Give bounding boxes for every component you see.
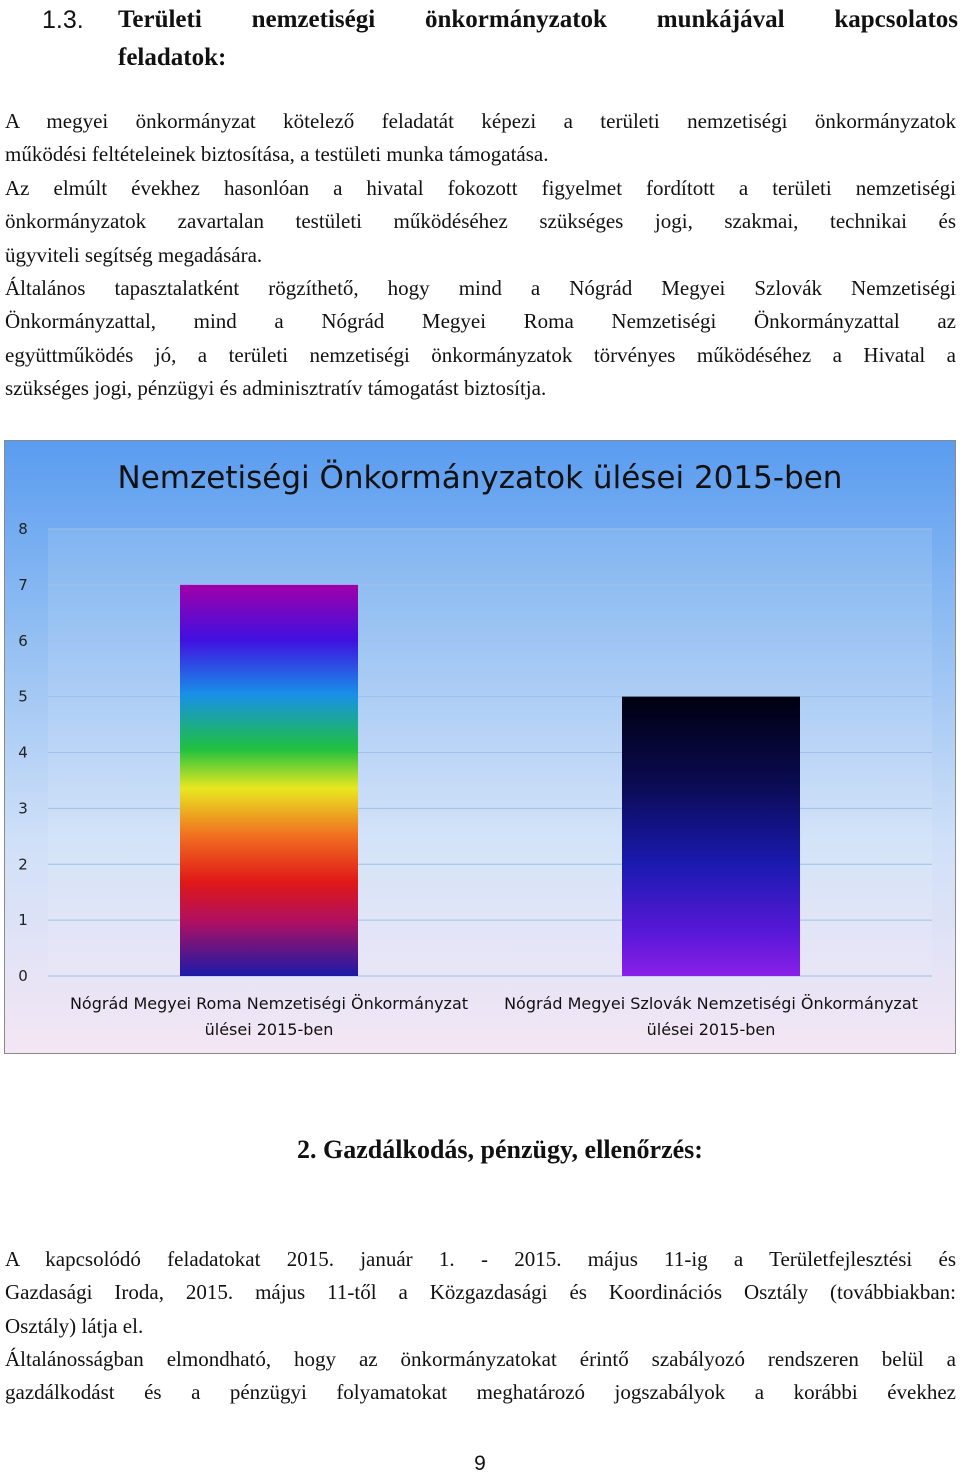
paragraph-line: A megyei önkormányzat kötelező feladatát képezi a területi nemzetiségi önkormányzatok xyxy=(5,109,956,133)
section-number: 1.3. xyxy=(42,6,84,34)
paragraph-line: Általános tapasztalatként rögzíthető, hogy mind a Nógrád Megyei Szlovák Nemzetiségi xyxy=(5,276,956,300)
section-2-title: Gazdálkodás, pénzügy, ellenőrzés: xyxy=(323,1135,703,1164)
paragraph-line: szükséges jogi, pénzügyi és adminisztratív támogatást biztosítja. xyxy=(5,375,547,400)
paragraph-line: működési feltételeinek biztosítása, a testületi munka támogatása. xyxy=(5,142,549,167)
x-category-label: ülései 2015-ben xyxy=(646,1020,776,1039)
section-2-heading xyxy=(0,1135,960,1165)
paragraph-line: gazdálkodást és a pénzügyi folyamatokat meghatározó jogszabályok a korábbi évekhez xyxy=(5,1380,956,1405)
paragraph-line: A kapcsolódó feladatokat 2015. január 1. - 2015. május 11-ig a Területfejlesztési és xyxy=(5,1247,956,1271)
paragraph-line: önkormányzatok zavartalan testületi működéséhez szükséges jogi, szakmai, technikai és xyxy=(5,209,956,234)
paragraph-4 xyxy=(5,1243,956,1343)
page-number: 9 xyxy=(474,1452,486,1475)
paragraph-line: ügyviteli segítség megadására. xyxy=(5,242,263,267)
y-tick-label: 3 xyxy=(18,799,28,818)
x-category-label: ülései 2015-ben xyxy=(204,1020,334,1039)
section-title-line2: feladatok: xyxy=(118,44,227,71)
y-tick-label: 0 xyxy=(18,967,28,985)
bar-1 xyxy=(180,585,358,976)
y-tick-label: 5 xyxy=(18,687,28,706)
y-tick-label: 6 xyxy=(18,631,28,650)
paragraph-line: Gazdasági Iroda, 2015. május 11-től a Közgazdasági és Koordinációs Osztály (továbbiakban: xyxy=(5,1280,956,1305)
y-tick-label: 7 xyxy=(18,575,28,594)
x-category-label: Nógrád Megyei Roma Nemzetiségi Önkormányzat xyxy=(69,994,469,1013)
section-title-line1: Területi nemzetiségi önkormányzatok munkájával kapcsolatos xyxy=(118,6,958,33)
paragraph-line: Az elmúlt évekhez hasonlóan a hivatal fokozott figyelmet fordított a területi nemzetiségi xyxy=(5,176,956,200)
paragraph-5 xyxy=(5,1343,956,1410)
bar-2 xyxy=(622,697,800,976)
chart-title: Nemzetiségi Önkormányzatok ülései 2015-ben xyxy=(117,460,843,496)
y-tick-label: 4 xyxy=(18,743,28,762)
paragraph-line: Osztály) látja el. xyxy=(5,1313,144,1338)
paragraph-line: együttműködés jó, a területi nemzetiségi önkormányzatok törvényes működéséhez a Hivatal a xyxy=(5,342,956,367)
y-tick-label: 1 xyxy=(18,911,28,930)
paragraph-line: Önkormányzattal, mind a Nógrád Megyei Roma Nemzetiségi Önkormányzattal az xyxy=(5,309,956,334)
y-tick-label: 8 xyxy=(18,520,28,538)
paragraph-line: Általánosságban elmondható, hogy az önkormányzatokat érintő szabályozó rendszeren belül a xyxy=(5,1347,956,1371)
x-category-label: Nógrád Megyei Szlovák Nemzetiségi Önkormányzat xyxy=(504,994,918,1013)
y-tick-label: 2 xyxy=(18,855,28,874)
section-2-number: 2. xyxy=(297,1135,317,1164)
